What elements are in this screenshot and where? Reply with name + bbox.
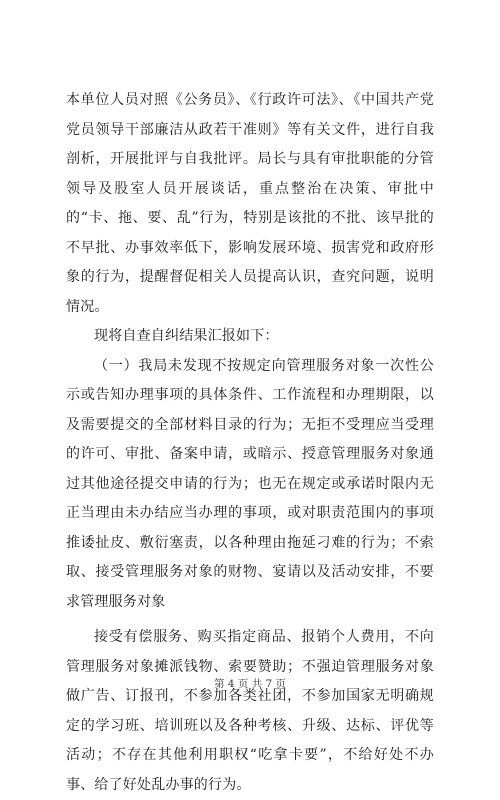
paragraph-1: 本单位人员对照《公务员》、《行政许可法》、《中国共产党党员领导干部廉洁从政若干准则》等有关文件，进行自我剖析，开展批评与自我批评。局长与具有审批职能的分管领导及股室人员开展谈话，重点整治在决策、审批中的“卡、拖、要、乱”行为，特别是该批的不批、该早批的不早批、办事效率低下，影响发展环境、损害党和政府形象的行为，提醒督促相关人员提高认识，查究问题，说明情况。 — [66, 92, 434, 315]
paragraph-2: 现将自查自纠结果汇报如下： — [94, 328, 279, 344]
paragraph-4: 接受有偿服务、购买指定商品、报销个人费用，不向管理服务对象摊派钱物、索要赞助；不强迫管理服务对象做广告、订报刊，不参加各类社团，不参加国家无明确规定的学习班、培训班以及各种考核、升级、达标、评优等活动；不存在其他利用职权“吃拿卡要”，不给好处不办事、给了好处乱办事的行为。 — [66, 629, 434, 793]
page-number-footer: 第 4 页 共 7 页 — [213, 678, 287, 690]
document-body — [66, 86, 434, 800]
paragraph-3: （一）我局未发现不按规定向管理服务对象一次性公示或告知办理事项的具体条件、工作流程和办理期限，以及需要提交的全部材料目录的行为；无拒不受理应当受理的许可、审批、备案申请，或暗示、授意管理服务对象通过其他途径提交申请的行为；也无在规定或承诺时限内无正当理由未办结应当办理的事项，或对职责范围内的事项推诿扯皮、敷衍塞责，以各种理由拖延刁难的行为；不索取、接受管理服务对象的财物、宴请以及活动安排，不要求管理服务对象 — [66, 357, 434, 610]
